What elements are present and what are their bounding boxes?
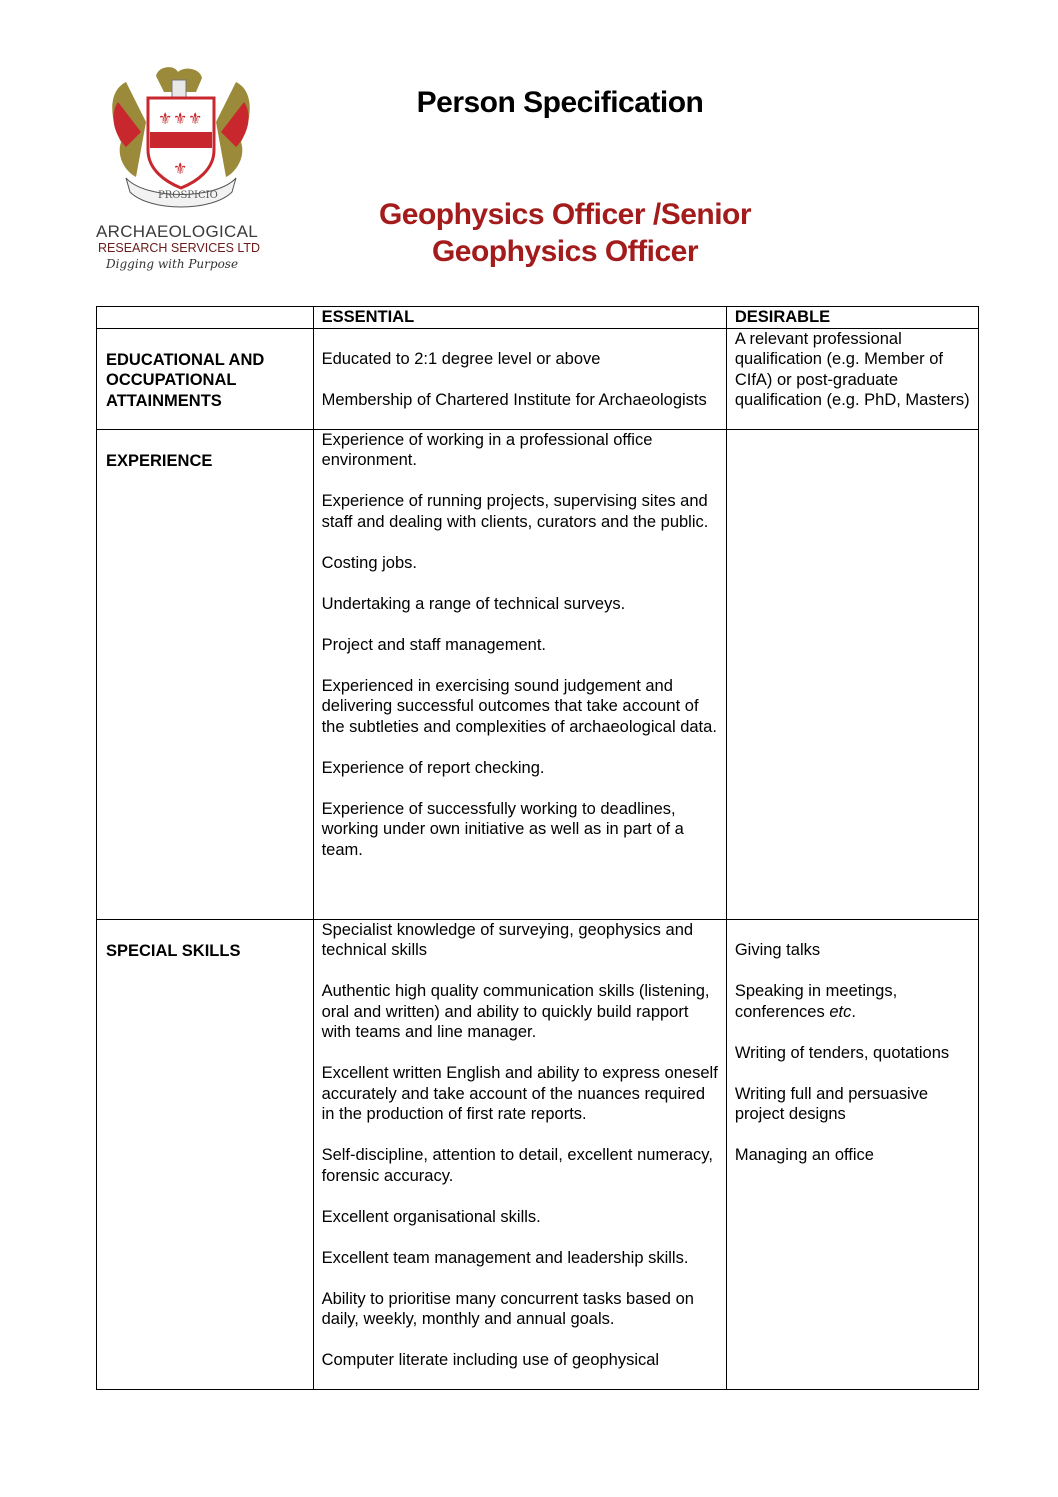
logo-company-name: ARCHAEOLOGICAL [96, 222, 258, 241]
table-header-row [97, 307, 979, 329]
category-special-skills [97, 919, 314, 1389]
job-title-line-2: Geophysics Officer [431, 235, 699, 268]
list-item: Excellent team management and leadership skills. [321, 1248, 689, 1267]
table-row-special-skills [97, 919, 979, 1389]
list-item: Experience of running projects, supervising sites and staff and dealing with clients, curators and the public. [321, 492, 709, 531]
list-item-text: . [851, 1002, 856, 1021]
list-item: Experienced in exercising sound judgement and delivering successful outcomes that take account of the subtleties and complexities of archaeological data. [321, 676, 717, 736]
list-item: Giving talks [734, 941, 821, 959]
header-cell-essential: ESSENTIAL [313, 307, 726, 329]
list-item: Undertaking a range of technical surveys. [321, 594, 626, 613]
list-item: Ability to prioritise many concurrent tasks based on daily, weekly, monthly and annual goals. [321, 1289, 694, 1328]
desirable-education [726, 328, 978, 429]
logo-company-subname: RESEARCH SERVICES LTD [98, 241, 261, 255]
essential-education [313, 328, 726, 429]
table-row-education [97, 328, 979, 429]
category-label [106, 329, 305, 412]
category-experience [97, 429, 314, 919]
list-item: Specialist knowledge of surveying, geophysics and technical skills [321, 920, 694, 959]
category-label-line: EDUCATIONAL AND [106, 350, 265, 369]
header-cell-category [97, 307, 314, 329]
list-item: Excellent organisational skills. [321, 1207, 541, 1226]
motto-text: PROSPICIO [158, 190, 218, 201]
list-item: A relevant professional qualification (e.g. Member of CIfA) or post-graduate qualification (e.g. PhD, Masters) [734, 329, 970, 409]
table-row-experience [97, 429, 979, 919]
list-item [735, 981, 970, 1022]
list-item: Experience of successfully working to deadlines, working under own initiative as well as in part of a team. [321, 799, 684, 859]
job-title-line-1: Geophysics Officer /Senior [378, 198, 752, 231]
essential-special-skills [313, 919, 726, 1389]
list-item: Authentic high quality communication skills (listening, oral and written) and ability to quickly build rapport with teams and line manager. [321, 982, 710, 1041]
header-cell-desirable: DESIRABLE [726, 307, 978, 329]
company-logo [96, 62, 266, 274]
list-item: Membership of Chartered Institute for Archaeologists [321, 391, 707, 409]
category-label-line: OCCUPATIONAL [106, 371, 237, 389]
fleur-icon: ⚜ [188, 109, 203, 128]
page-title: Person Specification [416, 86, 704, 119]
logo-tagline: Digging with Purpose [106, 257, 239, 271]
essential-experience [313, 429, 726, 919]
desirable-special-skills [726, 919, 978, 1389]
coat-of-arms-icon [96, 62, 266, 222]
category-education [97, 328, 314, 429]
list-item: Writing full and persuasive project designs [734, 1084, 929, 1123]
list-item: Experience of report checking. [321, 758, 545, 777]
list-item: Experience of working in a professional office environment. [321, 430, 653, 469]
list-item: Computer literate including use of geophysical [321, 1351, 660, 1369]
list-item: Costing jobs. [321, 553, 417, 572]
list-item: Self-discipline, attention to detail, excellent numeracy, forensic accuracy. [321, 1146, 713, 1185]
list-item-text: Speaking in meetings, conferences [734, 982, 898, 1021]
list-item-emphasis: etc [829, 1002, 852, 1021]
fleur-icon: ⚜ [173, 159, 188, 178]
person-specification-table [96, 306, 979, 1390]
category-label: EXPERIENCE [106, 451, 213, 470]
list-item: Project and staff management. [321, 635, 546, 654]
shield-band [150, 132, 212, 148]
fleur-icon: ⚜ [173, 109, 188, 128]
list-item: Writing of tenders, quotations [734, 1043, 950, 1062]
desirable-experience [726, 429, 978, 919]
list-item: Managing an office [734, 1146, 874, 1164]
list-item: Educated to 2:1 degree level or above [321, 350, 601, 368]
list-item: Excellent written English and ability to express oneself accurately and take account of the nuances required in the production of first rate reports. [321, 1064, 718, 1123]
category-label: SPECIAL SKILLS [106, 941, 241, 960]
fleur-icon: ⚜ [158, 109, 173, 128]
job-title [300, 196, 830, 270]
category-label-line: ATTAINMENTS [106, 391, 222, 410]
